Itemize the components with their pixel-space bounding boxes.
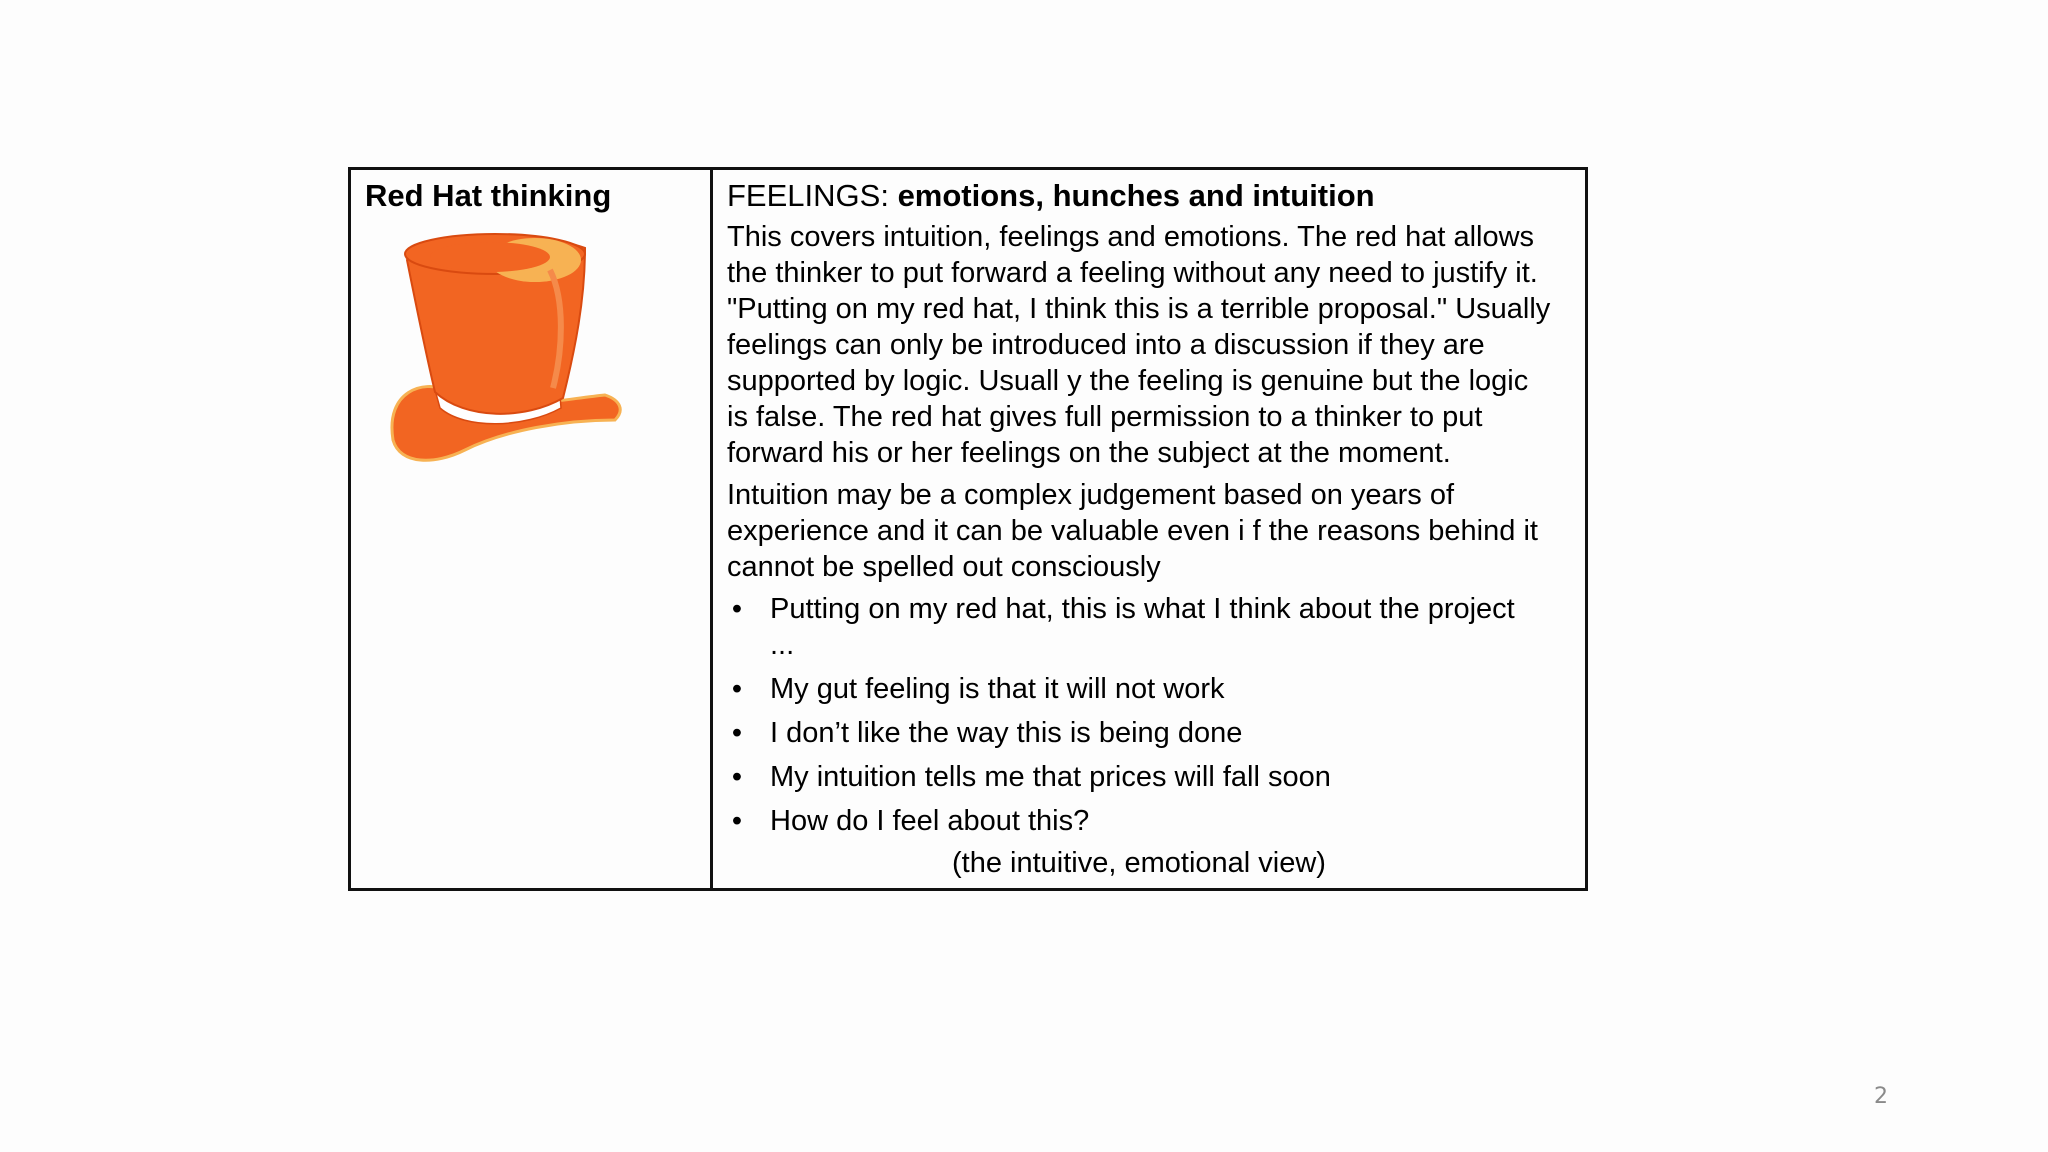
red-top-hat-icon xyxy=(385,230,625,470)
heading-prefix: FEELINGS: xyxy=(727,178,889,213)
paragraph-line: Intuition may be a complex judgement based on years of xyxy=(727,479,1455,511)
bullet-text: My gut feeling is that it will not work xyxy=(770,673,1225,705)
bullet-text: How do I feel about this? xyxy=(770,805,1090,837)
paragraph-line: feelings can only be introduced into a discussion if they are xyxy=(727,329,1485,361)
bullet-item xyxy=(727,591,1585,663)
paragraph-line: supported by logic. Usuall y the feeling is genuine but the logic xyxy=(727,365,1529,397)
bullet-text: I don’t like the way this is being done xyxy=(770,717,1243,749)
section-heading xyxy=(727,178,1585,214)
bullet-item xyxy=(727,671,1585,707)
example-bullet-list xyxy=(727,591,1585,839)
caption: (the intuitive, emotional view) xyxy=(952,847,1326,879)
hat-title: Red Hat thinking xyxy=(365,178,612,213)
heading-bold: emotions, hunches and intuition xyxy=(897,178,1375,213)
paragraph-2 xyxy=(727,477,1585,585)
paragraph-1 xyxy=(727,219,1585,471)
bullet-text: Putting on my red hat, this is what I think about the project xyxy=(770,593,1515,625)
paragraph-line: the thinker to put forward a feeling without any need to justify it. xyxy=(727,257,1538,289)
paragraph-line: "Putting on my red hat, I think this is a terrible proposal." Usually xyxy=(727,293,1551,325)
bullet-icon: • xyxy=(731,593,743,625)
paragraph-line: is false. The red hat gives full permission to a thinker to put xyxy=(727,401,1483,433)
bullet-text: My intuition tells me that prices will fall soon xyxy=(770,761,1331,793)
bullet-icon: • xyxy=(731,761,743,793)
bullet-item xyxy=(727,759,1585,795)
hat-description-cell xyxy=(713,170,1585,888)
bullet-icon: • xyxy=(731,673,743,705)
bullet-icon: • xyxy=(731,805,743,837)
red-top-hat-graphic xyxy=(385,230,625,470)
hat-table xyxy=(348,167,1588,891)
paragraph-line: experience and it can be valuable even i f the reasons behind it xyxy=(727,515,1538,547)
page-number: 2 xyxy=(1874,1084,1888,1109)
bullet-item xyxy=(727,803,1585,839)
paragraph-line: forward his or her feelings on the subject at the moment. xyxy=(727,437,1451,469)
paragraph-line: cannot be spelled out consciously xyxy=(727,551,1161,583)
hat-label-cell xyxy=(351,170,713,888)
bullet-icon: • xyxy=(731,717,743,749)
bullet-item xyxy=(727,715,1585,751)
bullet-text: ... xyxy=(770,629,795,661)
paragraph-line: This covers intuition, feelings and emotions. The red hat allows xyxy=(727,221,1535,253)
